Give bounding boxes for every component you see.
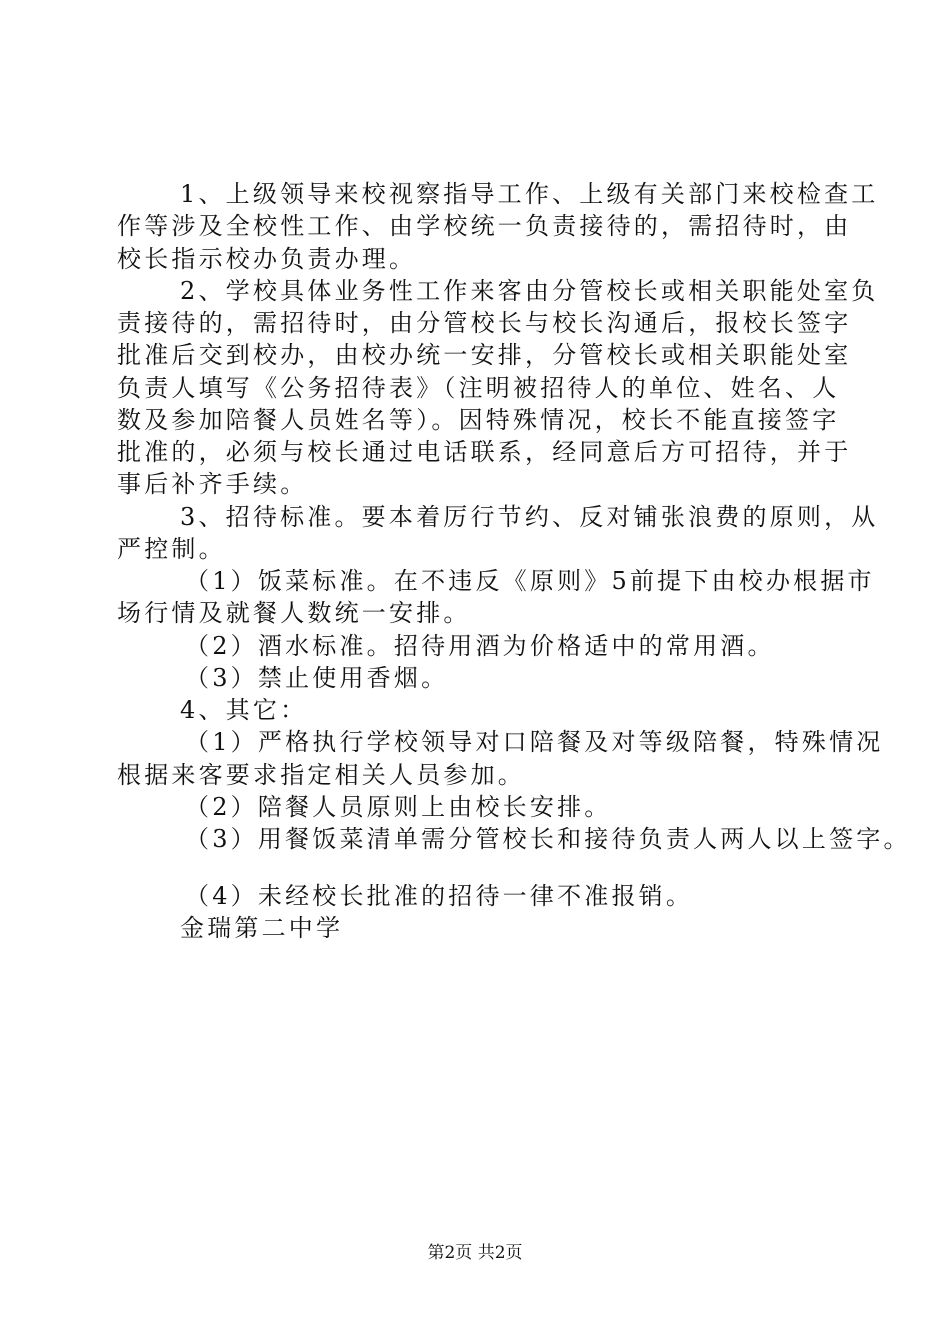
text-line: 批准的，必须与校长通过电话联系，经同意后方可招待，并于 — [117, 438, 852, 466]
text-line: （4）未经校长批准的招待一律不准报销。 — [185, 882, 694, 910]
text-line: 校长指示校办负责办理。 — [117, 245, 417, 273]
text-line: （1）饭菜标准。在不违反《原则》5前提下由校办根据市 — [185, 567, 875, 595]
text-line: 责接待的，需招待时，由分管校长与校长沟通后，报校长签字 — [117, 309, 852, 337]
text-line: 根据来客要求指定相关人员参加。 — [117, 761, 525, 789]
text-line: （3）用餐饭菜清单需分管校长和接待负责人两人以上签字。 — [185, 825, 911, 853]
text-line: 2、学校具体业务性工作来客由分管校长或相关职能处室负 — [180, 277, 879, 305]
text-line: 事后补齐手续。 — [117, 470, 308, 498]
text-line: 批准后交到校办，由校办统一安排，分管校长或相关职能处室 — [117, 341, 852, 369]
text-line: （2）酒水标准。招待用酒为价格适中的常用酒。 — [185, 632, 775, 660]
page-number: 第2页 共2页 — [427, 1243, 523, 1263]
text-line: 场行情及就餐人数统一安排。 — [117, 599, 471, 627]
text-line: 4、其它： — [180, 696, 308, 724]
text-line: （1）严格执行学校领导对口陪餐及对等级陪餐，特殊情况 — [185, 728, 884, 756]
text-line: （3）禁止使用香烟。 — [185, 664, 449, 692]
text-line: 3、招待标准。要本着厉行节约、反对铺张浪费的原则，从 — [180, 503, 879, 531]
text-line: 数及参加陪餐人员姓名等）。因特殊情况，校长不能直接签字 — [117, 406, 840, 434]
signature-line: 金瑞第二中学 — [180, 914, 344, 942]
text-line: 作等涉及全校性工作、由学校统一负责接待的，需招待时，由 — [117, 212, 852, 240]
text-line: （2）陪餐人员原则上由校长安排。 — [185, 793, 612, 821]
text-line: 负责人填写《公务招待表》（注明被招待人的单位、姓名、人 — [117, 374, 840, 402]
text-line: 严控制。 — [117, 535, 226, 563]
text-line: 1、上级领导来校视察指导工作、上级有关部门来校检查工 — [180, 180, 879, 208]
